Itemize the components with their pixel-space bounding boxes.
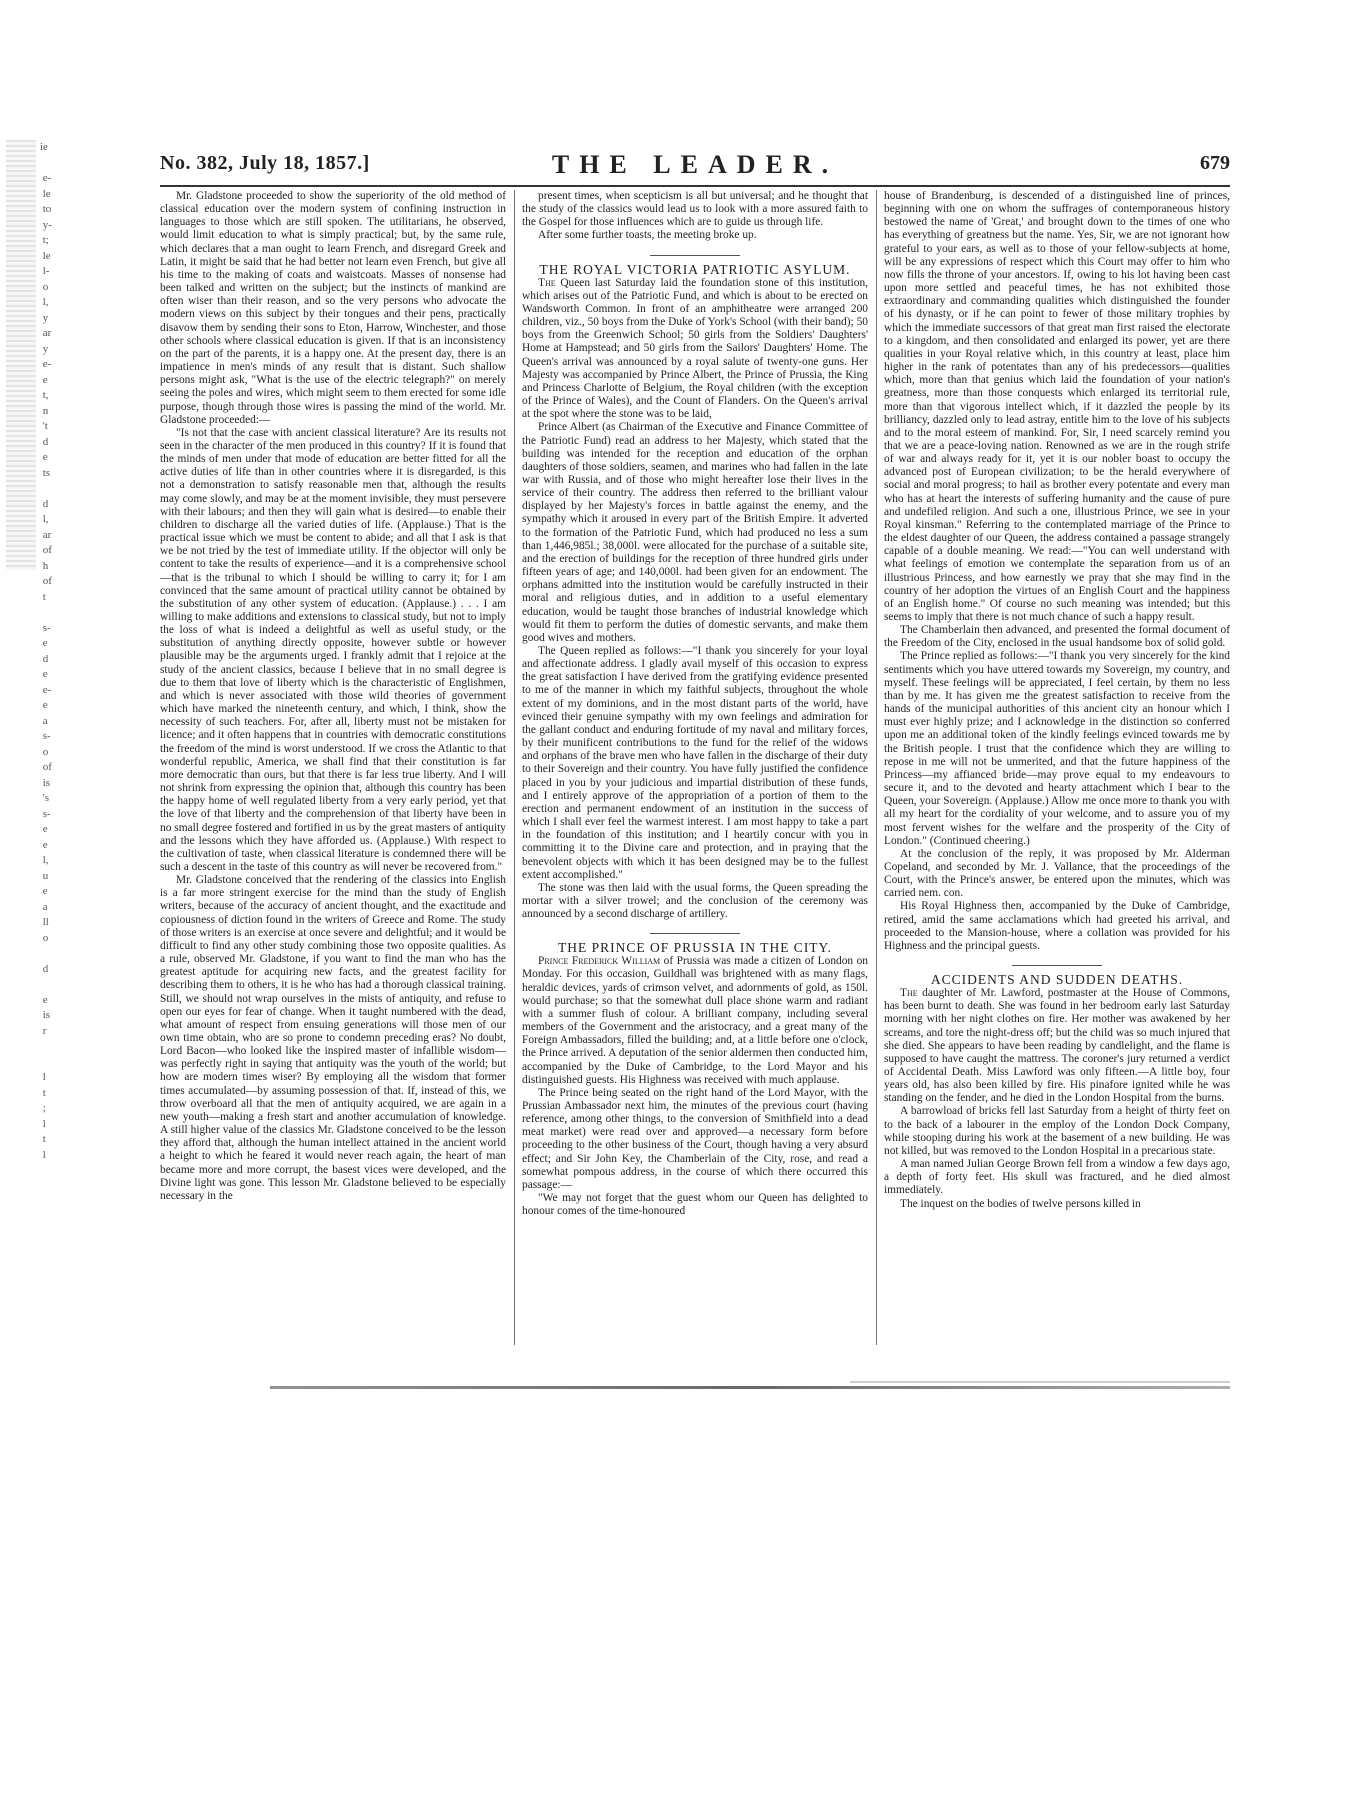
paragraph: At the conclusion of the reply, it was proposed by Mr. Alderman Copeland, and seconded by Mr. J. Vallance, that the proceedings of the Court, with the Prince's answer, be entered upon the minutes, which was carried nem. con. (884, 847, 1230, 900)
paragraph-text: Queen last Saturday laid the foundation stone of this institution, which arises out of the Patriotic Fund, and which is about to be erected on Wandsworth Common. In front of an amphitheatre were arranged 200 children, viz., 50 boys from the Duke of York's School (with their band); 50 boys from the Greenwich School; 50 girls from the Soldiers' Daughters' Home at Hampstead; and 50 girls from the Sailors' Daughters' Home. The Queen's arrival was announced by a royal salute of twenty-one guns. Her Majesty was accompanied by Prince Albert, the Prince of Prussia, the King and Princess Charlotte of Belgium, the Royal children (with the exception of the Prince of Wales), and the Count of Flanders. On the Queen's arrival at the spot where the stone was to be laid, (522, 276, 868, 421)
paragraph: Mr. Gladstone proceeded to show the superiority of the old method of classical education over the modern system of confining instruction in languages to those which are still spoken. The utilitarians, he observed, would limit education to what is simply practical; but, by the same rule, which declares that a man ought to learn French, and disregard Greek and Latin, it might be said that he had better not learn even French, but give all his time to the making of coats and waistcoats. Masses of nonsense had been talked and written on the subject; but the instincts of mankind are often wiser than their reason, and so the very persons who advocate the modern views on this subject by their tongues and their pens, practically disavow them by sending their sons to Eton, Harrow, Winchester, and those other schools where classical education is given. If that is an inconsistency on the part of the parents, it is a happy one. At the present day, there is an impatience in men's minds of any result that is distant. Such shallow persons might ask, "What is the use of the electric telegraph?" on merely seeing the poles and wires, which might seem to them erected for some idle purpose, though through those wires is passing the mind of the world. Mr. Gladstone proceeded:— (160, 190, 506, 426)
paragraph (522, 277, 868, 422)
paragraph: The Prince being seated on the right hand of the Lord Mayor, with the Prussian Ambassador next him, the minutes of the previous court (having reference, among other things, to the conversion of Smithfield into a dead meat market) were read over and approved—a necessary form before proceeding to the other business of the Court, though having a very absurd effect; and Sir John Key, the Chamberlain of the City, rose, and read a somewhat pompous address, in the course of which there occurred this passage:— (522, 1086, 868, 1191)
column-3 (884, 190, 1230, 1360)
section-separator (650, 255, 740, 256)
column-1 (160, 190, 506, 1360)
column-2 (522, 190, 868, 1360)
lead-word: Prince Frederick William (538, 955, 661, 968)
article-heading: THE PRINCE OF PRUSSIA IN THE CITY. (558, 940, 832, 956)
section-separator (1012, 965, 1102, 966)
paragraph: "Is not that the case with ancient classical literature? Are its results not seen in the character of the men produced in this country? If it is found that the minds of men under that mode of education are better fitted for all the active duties of life than in other countries where it is disregarded, is this not a demonstration to satisfy reasonable men that, although the results may come slowly, and may be at the moment invisible, they must persevere with their labours; and then they will gain what is desired—to enable their children to discharge all the varied duties of life. (Applause.) That is the practical issue which we must be content to abide; and all that I ask is that we be not tried by the test of immediate utility. If the objector will only be content to take the results of experience—and it is a comprehensive school—that is the tribunal to which I should be willing to carry it; for I am convinced that the same amount of practical utility cannot be obtained by the substitution of any other system of education. (Applause.) . . . I am willing to make additions and extensions to classical study, but not to imply the loss of what is indeed a delightful as well as useful study, or the substitution of anything directly opposite, however subtle or however plausible may be the arguments urged. I frankly admit that I rejoice at the study of the ancient classics, because I believe that in no small degree is due to them that love of liberty which is the characteristic of Englishmen, and which is never associated with those wild theories of government which have marked the nineteenth century, and which, I think, show the necessity of such teachers. For, after all, liberty must not be mistaken for licence; and it often happens that in countries with democratic constitutions the freedom of the mind is worst understood. If we cross the Atlantic to that wonderful republic, America, we shall find that their constitution is far more democratic than ours, but that there is far less true liberty. And I will not shrink from expressing the opinion that, although this country has been the happy home of well regulated liberty from a very early period, yet that the love of that liberty and the comprehension of that liberty have been in no small degree fostered and fortified in us by the great masters of antiquity and the lessons which they have afforded us. (Applause.) With respect to the cultivation of taste, when classical literature is condemned there will be such a descent in the taste of this country as will never be recovered from." (160, 426, 506, 873)
bottom-rule-shadow (850, 1381, 1230, 1383)
paragraph: The inquest on the bodies of twelve persons killed in (900, 1197, 1141, 1210)
paragraph: The Prince replied as follows:—"I thank you very sincerely for the kind sentiments which you have uttered towards my Sovereign, my country, and myself. These feelings will be appreciated, I feel certain, by them no less than by me. It has given me the greatest satisfaction to receive from the hands of the municipal authorities of this ancient city an honour which I must ever highly prize; and I acknowledge in the distinction so conferred upon me an additional token of the kindly feelings evinced towards me by the British people. I trust that the confidence which they are willing to repose in me will not be unmerited, and that the future happiness of the Princess—my affianced bride—may prove equal to my endeavours to secure it, and to the devoted and hearty attachment which I bear to the Queen, your Sovereign. (Applause.) Allow me once more to thank you with all my heart for the cordiality of your welcome, and to assure you of my most fervent wishes for the welfare and the prosperity of the City of London." (Continued cheering.) (884, 650, 1230, 847)
paragraph (522, 955, 868, 1087)
section-separator (650, 933, 740, 934)
gutter-fragments: ie e- le to y- t; le l- o l, y ar y e- e t, n 't d e ts d l, ar of h of t s- e d e e- e a s- o of is 's s- e e l, u e a ll o d e is r l t ; l t l (40, 141, 52, 1161)
paragraph: The Chamberlain then advanced, and presented the formal document of the Freedom of the City, enclosed in the usual handsome box of solid gold. (884, 624, 1230, 650)
article-heading: ACCIDENTS AND SUDDEN DEATHS. (930, 972, 1184, 988)
issue-line: No. 382, July 18, 1857.] (160, 152, 370, 174)
paragraph: Mr. Gladstone conceived that the rendering of the classics into English is a far more stringent exercise for the mind than the study of English writers, because of the accuracy of ancient thought, and the exactitude and copiousness of diction found in the writers of Greece and Rome. The study of those writers is an exercise at once severe and delightful; and it would be difficult to find any other study combining those two opposite qualities. As a rule, observed Mr. Gladstone, if you want to find the man who has the greatest aptitude for acquiring new facts, and the greatest facility for describing them to others, it is he who has had a thorough classical training. Still, we should not wrap ourselves in the mists of antiquity, and refuse to open our eyes for fear of change. When it taught numbered with the dead, what amount of respect from ensuing generations will those men of our own time obtain, who are so prone to condemn preceding eras? No doubt, Lord Bacon—who looked like the inspired master of infallible wisdom—was perfectly right in saying that antiquity was the youth of the world; but how are modern times wiser? By employing all the wisdom that former times accumulated—by assuming possession of that. If, instead of this, we throw overboard all that the men of antiquity acquired, we are again in a new youth—making a fresh start and another accumulation of knowledge. A still higher value of the classics Mr. Gladstone conceived to be the lesson they afford that, although the human intellect attained in the ancient world a height to which he feared it would never reach again, the heart of man became more and more corrupt, the basest vices were developed, and the Divine light was gone. This lesson Mr. Gladstone believed to be especially necessary in the (160, 874, 506, 1202)
lead-word: The (900, 987, 918, 1000)
page-header (160, 152, 1230, 180)
header-rule (160, 185, 1230, 187)
paragraph-text: daughter of Mr. Lawford, postmaster at the House of Commons, has been burnt to death. She was found in her bedroom early last Saturday morning with her night clothes on fire. Her mother was awakened by her screams, and tore the night-dress off; but the child was so much injured that she died. She appears to have been reading by candlelight, and the flame is supposed to have caught the mattress. The coroner's jury returned a verdict of Accidental Death. Miss Lawford was only fifteen.—A little boy, four years old, has also been killed by fire. His pinafore ignited while he was standing on the fender, and he died in the London Hospital from the burns. (884, 987, 1230, 1105)
column-rule (876, 190, 877, 1345)
binding-shadow (6, 140, 36, 570)
masthead-title: THE LEADER. (551, 150, 839, 179)
paragraph: present times, when scepticism is all but universal; and he thought that the study of the classics would lead us to look with a more assured faith to the Gospel for those influences which are to guide us through life. (522, 190, 868, 229)
paragraph: The Queen replied as follows:—"I thank you sincerely for your loyal and affectionate address. I gladly avail myself of this occasion to express the great satisfaction I have derived from the gratifying evidence presented to me of the manner in which my faithful subjects, throughout the whole extent of my dominions, and in the most distant parts of the world, have evinced their genuine sympathy with my own feelings and admiration for the gallant conduct and enduring fortitude of my naval and military forces, by their munificent contributions to the fund for the relief of the widows and orphans of the brave men who have fallen in the discharge of their duty to their Sovereign and their country. You have fully justified the confidence placed in you by your judicious and impartial distribution of these funds, and I entirely approve of the appropriation of a portion of them to the erection and permanent endowment of an institution in the success of which I shall ever feel the warmest interest. I am most happy to take a part in the foundation of this institution; and I heartily concur with you in committing it to the Divine care and protection, and in praying that the benevolent objects with which it has been designed may be to the fullest extent accomplished." (522, 645, 868, 881)
paragraph: "We may not forget that the guest whom our Queen has delighted to honour comes of the time-honoured (522, 1192, 868, 1218)
page-number: 679 (1200, 152, 1230, 174)
paragraph: Prince Albert (as Chairman of the Executive and Finance Committee of the Patriotic Fund) read an address to her Majesty, which stated that the building was intended for the reception and education of the orphan daughters of those soldiers, seamen, and marines who had fallen in the late war with Russia, and of those who might hereafter lose their lives in the service of their country. The address then referred to the brilliant valour displayed by her Majesty's forces in battle against the enemy, and the sympathy which it aroused in every part of the British Empire. It adverted to the formation of the Patriotic Fund, which had produced no less a sum than 1,446,985l.; 38,000l. were allocated for the purchase of a suitable site, and the erection of buildings for the reception of three hundred girls under fifteen years of age; and 140,000l. had been given for an endowment. The orphans admitted into the institution would be carefully instructed in their moral and religious duties, and in addition to a useful elementary education, would be taught those branches of industrial knowledge which would fit them to perform the duties of domestic servants, and make them good wives and mothers. (522, 421, 868, 644)
lead-word: The (538, 276, 556, 289)
paragraph-text: of Prussia was made a citizen of London on Monday. For this occasion, Guildhall was brightened with as many flags, heraldic devices, yards of crimson velvet, and adornments of gold, as 150l. would purchase; so that the somewhat dull place shone warm and radiant with a summer flush of colour. A brilliant company, including several members of the Government and the aristocracy, and a great many of the Foreign Ambassadors, filled the building; and, at a little before one o'clock, the Prince arrived. A deputation of the senior aldermen then conducted him, accompanied by the Duke of Cambridge, to the Lord Mayor and his distinguished guests. His Highness was received with much applause. (522, 955, 868, 1086)
paragraph: The stone was then laid with the usual forms, the Queen spreading the mortar with a silver trowel; and the conclusion of the ceremony was announced by a second discharge of artillery. (522, 881, 868, 921)
paragraph (884, 987, 1230, 1105)
left-gutter-margin (0, 140, 70, 1160)
paragraph: A man named Julian George Brown fell from a window a few days ago, a depth of forty feet. His skull was fractured, and he died almost immediately. (884, 1158, 1230, 1197)
paragraph: house of Brandenburg, is descended of a distinguished line of princes, beginning with one on whom the suffrages of contemporaneous history bestowed the name of 'Great,' and brought down to the times of one who has everything of greatness but the name. Yes, Sir, we are not ignorant how grateful to your ears, as well as to those of your fellow-subjects at home, will be any expressions of respect which this Court may offer to him who now fills the throne of your ancestors. If, owing to his lot having been cast upon more settled and peaceful times, he has not exhibited those extraordinary and commanding qualities which distinguished the founder of his dynasty, or if he can point to fewer of those military trophies by which the immediate successors of that great man first raised the electorate to a kingdom, and then consolidated and enlarged its power, yet are there qualities in your Royal relative which, in this country at least, place him higher in the rank of potentates than any of his predecessors—qualities which, more than that genius which laid the foundation of your nation's greatness, more than those conquests which enlarged its territorial rule, more than that vigorous intellect which, if it dazzled the people by its brilliancy, dazzled only to lead astray, entitle him to the love of his subjects and to the moral esteem of mankind. For, Sir, I need scarcely remind you that we are a peace-loving nation. Renowned as we are in the rough strife of war and always ready for it, yet it is our nobler boast to occupy the advanced post of European civilization; to be the herald everywhere of social and moral progress; to hail as brother every potentate and every man who has at heart the interests of suffering humanity and the cause of pure and undefiled religion. And such a one, illustrious Prince, we see in your Royal kinsman." Referring to the contemplated marriage of the Prince to the eldest daughter of our Queen, the address contained a passage strangely capable of a double meaning. We read:—"You can well understand with what feelings of emotion we contemplate the separation from us of an illustrious Princess, and how earnestly we pray that she may find in the country of her adoption the virtues of an English Court and the happiness of an English home." Of course no such meaning was intended; but this seems to imply that there is not much chance of such a happy result. (884, 190, 1230, 623)
paragraph: A barrowload of bricks fell last Saturday from a height of thirty feet on to the back of a labourer in the employ of the London Dock Company, while stooping during his work at the basement of a new building. He was not killed, but was removed to the London Hospital in a precarious state. (884, 1105, 1230, 1157)
paragraph: His Royal Highness then, accompanied by the Duke of Cambridge, retired, amid the same acclamations which had greeted his arrival, and proceeded to the Mansion-house, where a collation was provided for his Highness and the principal guests. (884, 900, 1230, 952)
column-rule (514, 190, 515, 1345)
bottom-rule (270, 1386, 1230, 1389)
paragraph: After some further toasts, the meeting broke up. (538, 229, 757, 242)
article-heading: THE ROYAL VICTORIA PATRIOTIC ASYLUM. (539, 261, 851, 277)
